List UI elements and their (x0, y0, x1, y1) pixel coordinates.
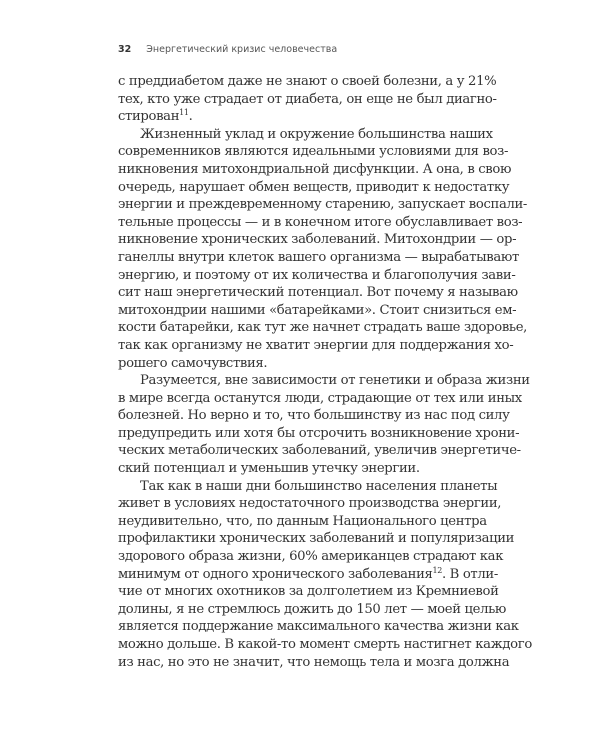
text-line (118, 407, 510, 425)
line-text: тех, кто уже страдает от диабета, он еще не был диагно- (118, 91, 497, 107)
line-text: Так как в наши дни большинство населения планеты (140, 478, 498, 494)
text-line (118, 390, 522, 408)
line-text: так как организму не хватит энергии для поддержания хо- (118, 337, 514, 353)
text-line (118, 601, 507, 619)
body-text (118, 73, 532, 671)
text-line (118, 513, 487, 531)
text-line (118, 143, 509, 161)
line-text: долины, я не стремлюсь дожить до 150 лет — моей целью (118, 601, 507, 617)
line-text: ганеллы внутри клеток вашего организма — вырабатывают (118, 249, 519, 265)
text-line (118, 583, 499, 601)
text-line (118, 161, 512, 179)
line-text: стирован (118, 109, 180, 125)
paragraph (118, 372, 530, 478)
line-text: с преддиабетом даже не знают о своей болезни, а у 21% (118, 74, 497, 89)
line-text: живет в условиях недостаточного производства энергии, (118, 496, 502, 512)
text-line (118, 548, 504, 566)
text-line (118, 636, 532, 654)
line-text: Разумеется, вне зависимости от генетики и образа жизни (140, 373, 530, 389)
paragraph (118, 73, 497, 126)
line-text: никновение хронических заболеваний. Митохондрии — ор- (118, 232, 517, 248)
text-line (118, 284, 518, 302)
text-line (118, 214, 523, 232)
line-text: . (188, 109, 193, 125)
line-text: чие от многих охотников за долголетием из Кремниевой (118, 584, 499, 600)
text-line (118, 126, 493, 144)
text-line (118, 495, 502, 513)
line-text: болезней. Но верно и то, что большинству из нас под силу (118, 408, 510, 424)
text-line (118, 442, 521, 460)
line-text: ческих метаболических заболеваний, увеличив энергетиче- (118, 443, 521, 459)
text-line (118, 372, 530, 390)
line-text: сит наш энергетический потенциал. Вот почему я называю (118, 285, 518, 301)
text-line (118, 530, 515, 548)
line-text: тельные процессы — и в конечном итоге обуславливает воз- (118, 214, 523, 230)
line-text: кости батарейки, как тут же начнет страдать ваше здоровье, (118, 320, 528, 336)
paragraph (118, 478, 532, 672)
line-text: минимум от одного хронического заболевания (118, 566, 433, 582)
running-header (118, 44, 337, 55)
line-text: профилактики хронических заболеваний и популяризации (118, 531, 515, 547)
text-line (118, 565, 498, 584)
text-line (118, 231, 517, 249)
text-line (118, 249, 519, 267)
line-text: энергию, и поэтому от их количества и благополучия зави- (118, 267, 516, 283)
text-line (118, 337, 514, 355)
footnote-reference: 11 (179, 108, 189, 118)
running-title: Энергетический кризис человечества (146, 44, 338, 55)
text-line (118, 302, 517, 320)
page-number: 32 (118, 44, 132, 55)
paragraph (118, 126, 528, 372)
line-text: очередь, нарушает обмен веществ, приводит к недостатку (118, 179, 510, 195)
text-line (118, 478, 498, 496)
text-line (118, 73, 497, 91)
line-text: ский потенциал и уменьшив утечку энергии. (118, 461, 420, 477)
text-line (118, 179, 510, 197)
footnote-reference: 12 (432, 565, 442, 575)
line-text: является поддержание максимального качества жизни как (118, 619, 519, 635)
line-text: энергии и преждевременному старению, запускает воспали- (118, 197, 528, 213)
line-text: можно дольше. В какой-то момент смерть настигнет каждого (118, 637, 532, 652)
line-text: рошего самочувствия. (118, 355, 268, 371)
line-text: Жизненный уклад и окружение большинства наших (140, 126, 493, 142)
line-text: современников являются идеальными условиями для воз- (118, 144, 509, 160)
text-line (118, 425, 520, 443)
text-line (118, 618, 519, 636)
text-line (118, 319, 528, 337)
text-line (118, 654, 510, 672)
text-line (118, 91, 497, 109)
text-line (118, 355, 484, 373)
line-text: . В отли- (441, 566, 498, 582)
line-text: предупредить или хотя бы отсрочить возникновение хрони- (118, 425, 520, 441)
text-line (118, 196, 528, 214)
line-text: здорового образа жизни, 60% американцев страдают как (118, 549, 504, 565)
line-text: митохондрии нашими «батарейками». Стоит снизиться ем- (118, 302, 517, 318)
text-line (118, 267, 516, 285)
text-line (118, 460, 484, 478)
line-text: неудивительно, что, по данным Национального центра (118, 513, 487, 529)
line-text: из нас, но это не значит, что немощь тела и мозга должна (118, 654, 510, 670)
line-text: в мире всегда останутся люди, страдающие от тех или иных (118, 390, 522, 406)
line-text: никновения митохондриальной дисфункции. А она, в свою (118, 161, 512, 177)
text-line (118, 108, 484, 126)
